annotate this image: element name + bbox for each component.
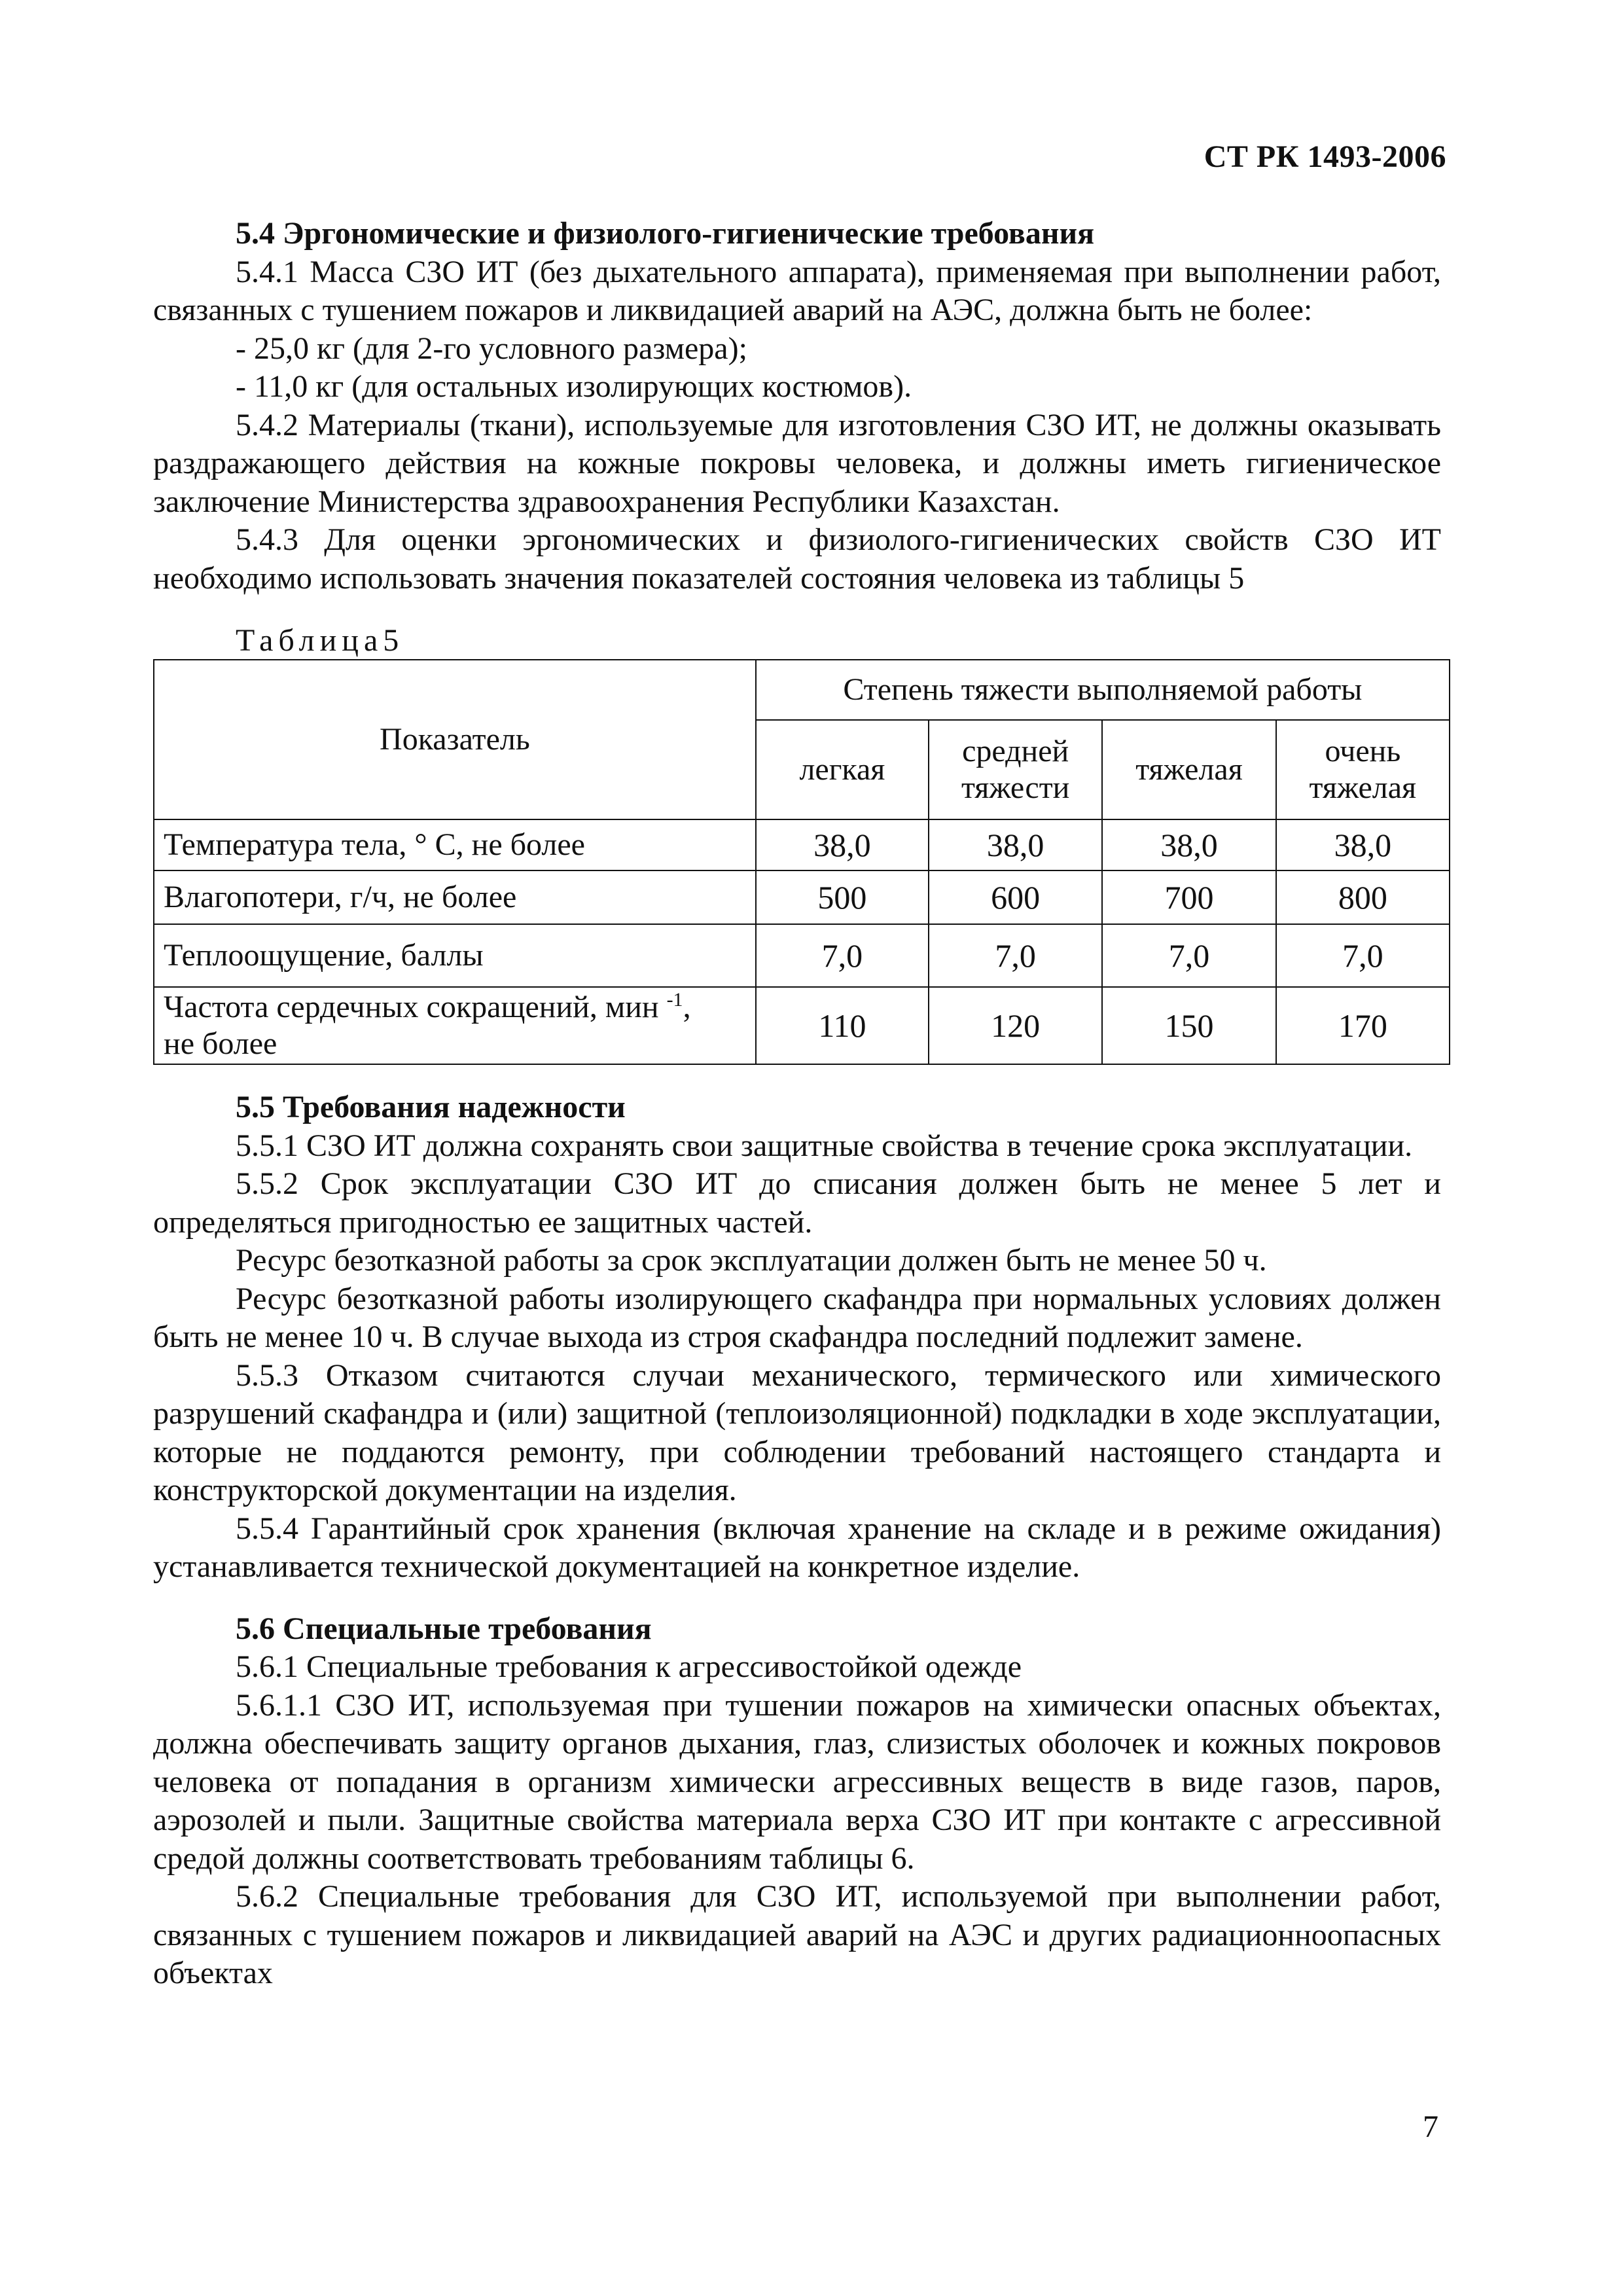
table-cell: 500 — [756, 870, 929, 924]
table-cell: 38,0 — [929, 819, 1102, 870]
table-row-name: Теплоощущение, баллы — [154, 924, 756, 987]
table-cell: 110 — [756, 987, 929, 1064]
table-cell: 170 — [1276, 987, 1450, 1064]
table-cell: 38,0 — [1276, 819, 1450, 870]
table-header-param: Показатель — [154, 660, 756, 819]
table-header-group: Степень тяжести выполняемой работы — [756, 660, 1450, 720]
row-name-part: не более — [164, 1026, 277, 1061]
row-name-part: Частота сердечных сокращений, мин — [164, 990, 659, 1024]
table-col-header: тяжелая — [1102, 720, 1275, 819]
paragraph-5-4-3: 5.4.3 Для оценки эргономических и физиолого-гигиенических свойств СЗО ИТ необходимо использовать значения показателей состояния человека из таблицы 5 — [153, 522, 1441, 596]
list-item: - 11,0 кг (для остальных изолирующих костюмов). — [236, 369, 912, 404]
list-item: - 25,0 кг (для 2-го условного размера); — [236, 331, 747, 366]
table-cell: 7,0 — [1102, 924, 1275, 987]
table-cell: 38,0 — [756, 819, 929, 870]
paragraph-5-6-2: 5.6.2 Специальные требования для СЗО ИТ, используемой при выполнении работ, связанных с тушением пожаров и ликвидацией аварий на АЭС и других радиационноопасных объектах — [153, 1879, 1441, 1990]
table-row — [154, 987, 1450, 1064]
table-cell: 120 — [929, 987, 1102, 1064]
table-col-header: легкая — [756, 720, 929, 819]
table-cell: 600 — [929, 870, 1102, 924]
table-row — [154, 819, 1450, 870]
table-cell: 7,0 — [1276, 924, 1450, 987]
paragraph-5-5-2: 5.5.2 Срок эксплуатации СЗО ИТ до списания должен быть не менее 5 лет и определяться пригодностью ее защитных частей. — [153, 1166, 1441, 1240]
paragraph-5-6-1-1: 5.6.1.1 СЗО ИТ, используемая при тушении пожаров на химически опасных объектах, должна обеспечивать защиту органов дыхания, глаз, слизистых оболочек и кожных покровов человека от попадания в организм химически агрессивных веществ в виде газов, паров, аэрозолей и пыли. Защитные свойства материала верха СЗО ИТ при контакте с агрессивной средой должны соответствовать требованиям таблицы 6. — [153, 1687, 1441, 1876]
table-cell: 7,0 — [929, 924, 1102, 987]
table-col-header: средней тяжести — [929, 720, 1102, 819]
table-row — [154, 870, 1450, 924]
table-row — [154, 924, 1450, 987]
paragraph-5-6-1: 5.6.1 Специальные требования к агрессивостойкой одежде — [236, 1649, 1022, 1684]
paragraph-5-4-1: 5.4.1 Масса СЗО ИТ (без дыхательного аппарата), применяемая при выполнении работ, связанных с тушением пожаров и ликвидацией аварий на АЭС, должна быть не более: — [153, 254, 1441, 327]
table-col-header: очень тяжелая — [1276, 720, 1450, 819]
paragraph-5-5-1: 5.5.1 СЗО ИТ должна сохранять свои защитные свойства в течение срока эксплуатации. — [236, 1128, 1413, 1163]
section-5-6-title: 5.6 Специальные требования — [236, 1611, 652, 1646]
table-row-name: Влагопотери, г/ч, не более — [154, 870, 756, 924]
table-cell: 800 — [1276, 870, 1450, 924]
table-cell: 150 — [1102, 987, 1275, 1064]
paragraph-5-5-4: 5.5.4 Гарантийный срок хранения (включая хранение на складе и в режиме ожидания) устанавливается технической документацией на конкретное изделие. — [153, 1511, 1441, 1584]
table-cell: 38,0 — [1102, 819, 1275, 870]
paragraph-5-5-3: 5.5.3 Отказом считаются случаи механического, термического или химического разрушений скафандра и (или) защитной (теплоизоляционной) подкладки в ходе эксплуатации, которые не поддаются ремонту, при соблюдении требований настоящего стандарта и конструкторской документации на изделия. — [153, 1357, 1441, 1507]
row-name-comma: , — [683, 990, 691, 1024]
table-5-caption: Таблица5 — [236, 623, 404, 658]
paragraph-resource-1: Ресурс безотказной работы за срок эксплуатации должен быть не менее 50 ч. — [236, 1243, 1267, 1278]
table-5 — [153, 659, 1450, 1065]
table-cell: 7,0 — [756, 924, 929, 987]
table-row-name — [154, 987, 756, 1064]
section-5-5-title: 5.5 Требования надежности — [236, 1090, 626, 1124]
superscript: -1 — [666, 989, 683, 1011]
page-number: 7 — [1423, 2109, 1438, 2144]
section-5-4-title: 5.4 Эргономические и физиолого-гигиенические требования — [236, 216, 1095, 251]
document-code: СТ РК 1493-2006 — [1204, 139, 1446, 174]
table-row-name: Температура тела, ° С, не более — [154, 819, 756, 870]
table-cell: 700 — [1102, 870, 1275, 924]
paragraph-resource-2: Ресурс безотказной работы изолирующего скафандра при нормальных условиях должен быть не менее 10 ч. В случае выхода из строя скафандра последний подлежит замене. — [153, 1281, 1441, 1354]
page-content — [153, 215, 1441, 1993]
paragraph-5-4-2: 5.4.2 Материалы (ткани), используемые для изготовления СЗО ИТ, не должны оказывать раздражающего действия на кожные покровы человека, и должны иметь гигиеническое заключение Министерства здравоохранения Республики Казахстан. — [153, 407, 1441, 519]
